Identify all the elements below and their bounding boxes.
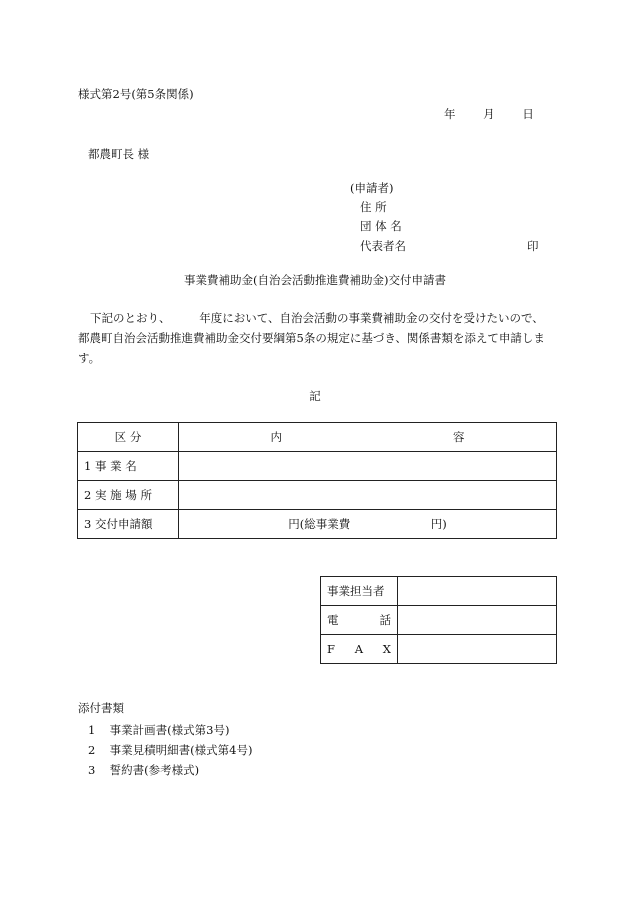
- contact-label-fax: [321, 635, 398, 664]
- applicant-label: (申請者): [350, 181, 394, 195]
- contact-label-fax-x: X: [382, 642, 391, 656]
- contact-label-phone-1: 電: [327, 613, 339, 627]
- header-category: 区 分: [78, 423, 179, 452]
- form-number: 様式第2号(第5条関係): [78, 87, 194, 101]
- document-body: 下記のとおり、 年度において、自治会活動の事業費補助金の交付を受けたいので、都農町自治会活動推進費補助金交付要綱第5条の規定に基づき、関係書類を添えて申請します。: [78, 311, 545, 365]
- row-value-project-name[interactable]: [179, 452, 557, 481]
- table-row: [321, 635, 557, 664]
- contact-label-fax-f: F: [327, 642, 335, 656]
- row-label-amount: 3 交付申請額: [78, 510, 179, 539]
- document-title: 事業費補助金(自治会活動推進費補助金)交付申請書: [184, 273, 446, 287]
- table-header-row: [78, 423, 557, 452]
- contact-value-fax[interactable]: [398, 635, 557, 664]
- attachment-number: 1: [88, 723, 96, 737]
- contact-label-person: [321, 577, 398, 606]
- contact-label-phone: [321, 606, 398, 635]
- row-value-amount[interactable]: 円(総事業費 円): [179, 510, 557, 539]
- header-contents: [179, 423, 557, 452]
- addressee: 都農町長 様: [88, 147, 150, 161]
- table-row: [321, 577, 557, 606]
- contact-label-phone-2: 話: [379, 613, 391, 627]
- row-value-location[interactable]: [179, 481, 557, 510]
- applicant-address-label: 住 所: [360, 200, 387, 214]
- attachments-title: 添付書類: [78, 701, 124, 715]
- contact-label-person-text: 事業担当者: [327, 584, 385, 598]
- contact-value-person[interactable]: [398, 577, 557, 606]
- application-table: [77, 422, 557, 539]
- attachment-number: 3: [88, 763, 96, 777]
- contact-table: [320, 576, 557, 664]
- attachment-text: 誓約書(参考様式): [109, 763, 200, 777]
- date-year-label: 年: [444, 107, 456, 121]
- table-row: [78, 481, 557, 510]
- date-day-label: 日: [522, 107, 534, 121]
- applicant-address-row[interactable]: [360, 199, 416, 215]
- date-line: [444, 106, 558, 122]
- list-item: [88, 762, 199, 778]
- contact-label-fax-a: A: [354, 642, 364, 656]
- ki-heading: 記: [309, 389, 321, 403]
- row-label-location: 2 実 施 場 所: [78, 481, 179, 510]
- list-item: [88, 742, 252, 758]
- table-row: [78, 452, 557, 481]
- attachment-number: 2: [88, 743, 96, 757]
- table-row: [78, 510, 557, 539]
- row-label-project-name: 1 事 業 名: [78, 452, 179, 481]
- attachment-text: 事業見積明細書(様式第4号): [109, 743, 253, 757]
- seal-mark: 印: [527, 239, 539, 253]
- applicant-organization-label: 団 体 名: [360, 219, 402, 233]
- list-item: [88, 722, 229, 738]
- table-row: [321, 606, 557, 635]
- contact-value-phone[interactable]: [398, 606, 557, 635]
- header-contents-left: 内: [270, 430, 282, 444]
- applicant-representative-row[interactable]: [360, 238, 416, 254]
- date-month-label: 月: [483, 107, 495, 121]
- applicant-representative-label: 代表者名: [360, 239, 406, 253]
- applicant-organization-row[interactable]: [360, 218, 416, 234]
- header-contents-right: 容: [453, 430, 465, 444]
- attachment-text: 事業計画書(様式第3号): [109, 723, 230, 737]
